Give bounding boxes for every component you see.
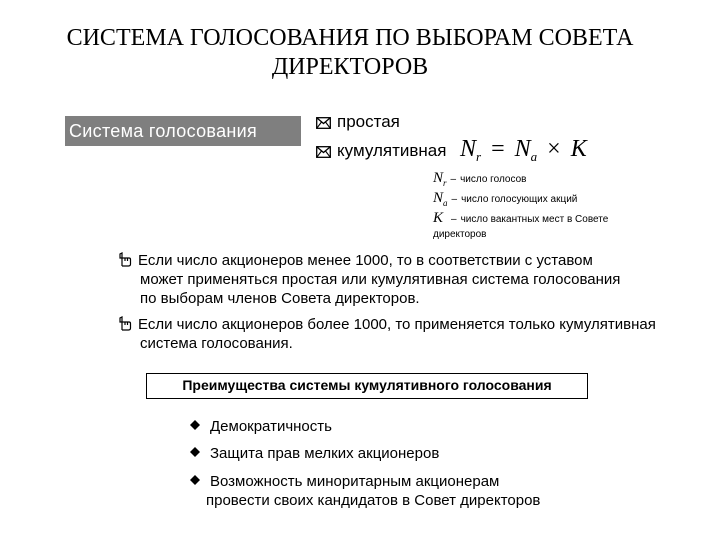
pointing-hand-icon xyxy=(118,316,132,331)
formula-lhs: N xyxy=(460,136,477,162)
formula-rhs1: N xyxy=(514,136,531,162)
formula-times: × xyxy=(547,136,561,162)
advantage-item-continuation: провести своих кандидатов в Совет директоров xyxy=(206,492,541,509)
paragraph-over-1000 xyxy=(118,315,656,353)
legend-dash: – xyxy=(451,214,457,225)
formula-equals: = xyxy=(491,136,505,162)
cumulative-formula xyxy=(460,134,587,172)
page-title-line-2: ДИРЕКТОРОВ xyxy=(271,54,429,80)
page-title xyxy=(0,24,700,82)
legend-dash: – xyxy=(450,174,457,185)
legend-text: число голосующих акций xyxy=(461,194,578,205)
diamond-bullet-icon xyxy=(190,475,200,485)
paragraph-line: Если число акционеров более 1000, то применяется только кумулятивная xyxy=(118,315,656,334)
voting-system-label: Система голосования xyxy=(65,116,301,146)
envelope-icon xyxy=(316,117,331,129)
legend-symbol: K xyxy=(433,210,444,226)
legend-text: число голосов xyxy=(460,174,527,185)
legend-continuation: директоров xyxy=(433,229,487,240)
paragraph-line: система голосования. xyxy=(140,335,293,352)
paragraph-under-1000 xyxy=(118,251,620,308)
envelope-icon xyxy=(316,146,331,158)
legend-dash: – xyxy=(451,194,458,205)
diamond-bullet-icon xyxy=(190,420,200,430)
legend-symbol: $N_r$ xyxy=(433,170,447,188)
option-cumulative xyxy=(316,141,446,161)
legend-text: число вакантных мест в Совете xyxy=(460,214,609,225)
paragraph-line: Если число акционеров менее 1000, то в соответствии с уставом xyxy=(118,251,620,270)
advantage-item: Возможность миноритарным акционерам xyxy=(190,472,499,491)
diamond-bullet-icon xyxy=(190,447,200,457)
page-title-line-1: СИСТЕМА ГОЛОСОВАНИЯ ПО ВЫБОРАМ СОВЕТА xyxy=(66,25,634,51)
option-simple xyxy=(316,112,400,132)
pointing-hand-icon xyxy=(118,252,132,267)
formula-rhs2: K xyxy=(570,136,587,162)
advantages-heading: Преимущества системы кумулятивного голосования xyxy=(146,373,588,399)
formula-rhs1-sub: a xyxy=(530,149,538,164)
paragraph-line: может применяться простая или кумулятивная система голосования xyxy=(140,271,621,288)
legend-item-nr xyxy=(433,171,526,190)
option-cumulative-label: кумулятивная xyxy=(337,141,447,160)
legend-item-na xyxy=(433,191,577,210)
legend-symbol: $N_a$ xyxy=(433,190,448,208)
advantage-item: Демократичность xyxy=(190,417,332,436)
formula-lhs-sub: r xyxy=(476,149,482,164)
option-simple-label: простая xyxy=(337,112,400,131)
paragraph-line: по выборам членов Совета директоров. xyxy=(140,290,420,307)
advantage-item: Защита прав мелких акционеров xyxy=(190,444,439,463)
